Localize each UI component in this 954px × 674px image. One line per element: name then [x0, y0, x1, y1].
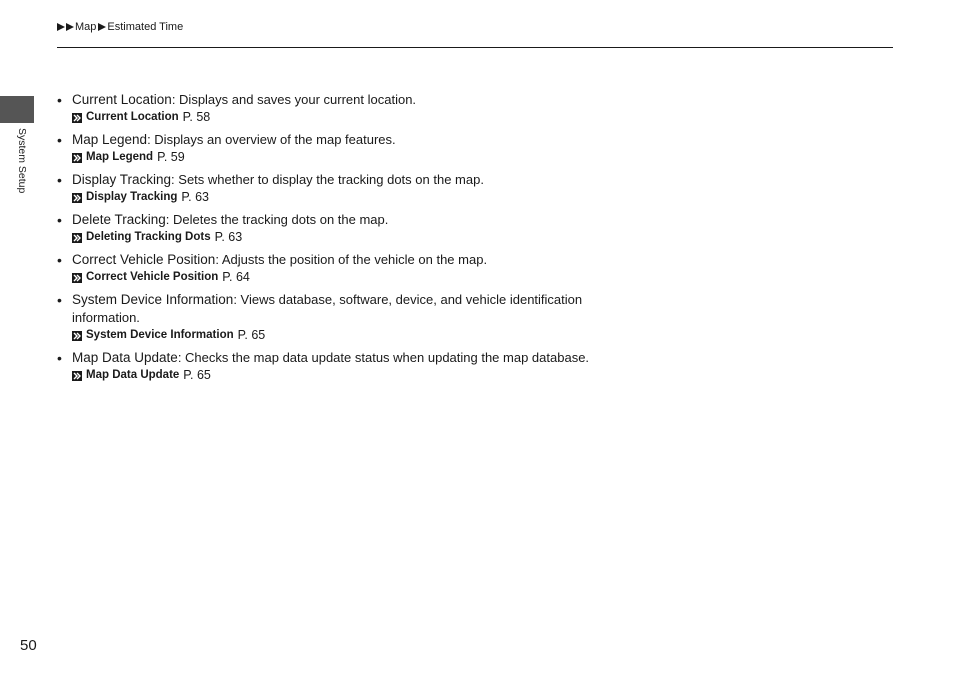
reference-page: P. 58 [182, 110, 211, 124]
reference-title: Map Legend [86, 151, 154, 163]
breadcrumb-item-estimated-time[interactable]: Estimated Time [107, 21, 184, 33]
bullet-dot: • [57, 92, 62, 108]
reference-title: System Device Information [86, 329, 234, 341]
reference-title: Deleting Tracking Dots [86, 231, 211, 243]
reference-title: Current Location [86, 111, 179, 123]
list-item [57, 171, 597, 206]
reference-title: Map Data Update [86, 369, 180, 381]
cross-reference-link[interactable] [72, 327, 597, 344]
triangle-right-icon [66, 23, 74, 31]
reference-page: P. 59 [157, 150, 185, 164]
list-item [57, 251, 597, 286]
triangle-right-icon [98, 23, 106, 31]
cross-reference-arrow-icon [72, 193, 82, 203]
reference-title: Display Tracking [86, 191, 178, 203]
cross-reference-arrow-icon [72, 233, 82, 243]
list-item [57, 91, 597, 126]
cross-reference-link[interactable] [72, 367, 597, 384]
item-term: Current Location [72, 92, 172, 107]
item-term: Correct Vehicle Position [72, 252, 216, 267]
cross-reference-link[interactable] [72, 269, 597, 286]
cross-reference-link[interactable] [72, 229, 597, 246]
cross-reference-arrow-icon [72, 153, 82, 163]
section-tab-label: System Setup [16, 128, 28, 194]
item-term: Map Data Update [72, 350, 178, 365]
reference-page: P. 63 [181, 190, 209, 204]
list-item [57, 211, 597, 246]
item-term: Map Legend [72, 132, 148, 147]
settings-list [57, 91, 597, 389]
item-description: : Checks the map data update status when updating the map database. [177, 350, 590, 365]
item-term: System Device Information [72, 292, 234, 307]
reference-page: P. 65 [237, 328, 266, 342]
list-item [57, 291, 597, 344]
item-description: : Deletes the tracking dots on the map. [165, 212, 389, 227]
item-description: : Displays an overview of the map features. [147, 132, 396, 147]
cross-reference-arrow-icon [72, 273, 82, 283]
section-tab [0, 96, 34, 123]
list-item [57, 349, 597, 384]
header-divider [57, 47, 893, 48]
breadcrumb [57, 21, 185, 33]
bullet-dot: • [57, 292, 62, 308]
bullet-dot: • [57, 132, 62, 148]
reference-page: P. 64 [222, 270, 250, 284]
cross-reference-link[interactable] [72, 109, 597, 126]
cross-reference-arrow-icon [72, 113, 82, 123]
cross-reference-link[interactable] [72, 189, 597, 206]
reference-title: Correct Vehicle Position [86, 271, 219, 283]
item-term: Display Tracking [72, 172, 172, 187]
item-description: : Displays and saves your current location. [171, 92, 417, 107]
item-description: : Adjusts the position of the vehicle on the map. [215, 252, 488, 267]
reference-page: P. 65 [183, 368, 211, 382]
cross-reference-link[interactable] [72, 149, 597, 166]
reference-page: P. 63 [214, 230, 243, 244]
item-description: : Views database, software, device, and vehicle identification information. [72, 292, 583, 325]
item-term: Delete Tracking [72, 212, 166, 227]
triangle-right-icon [57, 23, 65, 31]
cross-reference-arrow-icon [72, 331, 82, 341]
bullet-dot: • [57, 172, 62, 188]
list-item [57, 131, 597, 166]
item-description: : Sets whether to display the tracking dots on the map. [171, 172, 484, 187]
page-number: 50 [20, 637, 37, 654]
cross-reference-arrow-icon [72, 371, 82, 381]
bullet-dot: • [57, 350, 62, 366]
breadcrumb-item-map[interactable]: Map [75, 21, 97, 33]
bullet-dot: • [57, 252, 62, 268]
bullet-dot: • [57, 212, 62, 228]
